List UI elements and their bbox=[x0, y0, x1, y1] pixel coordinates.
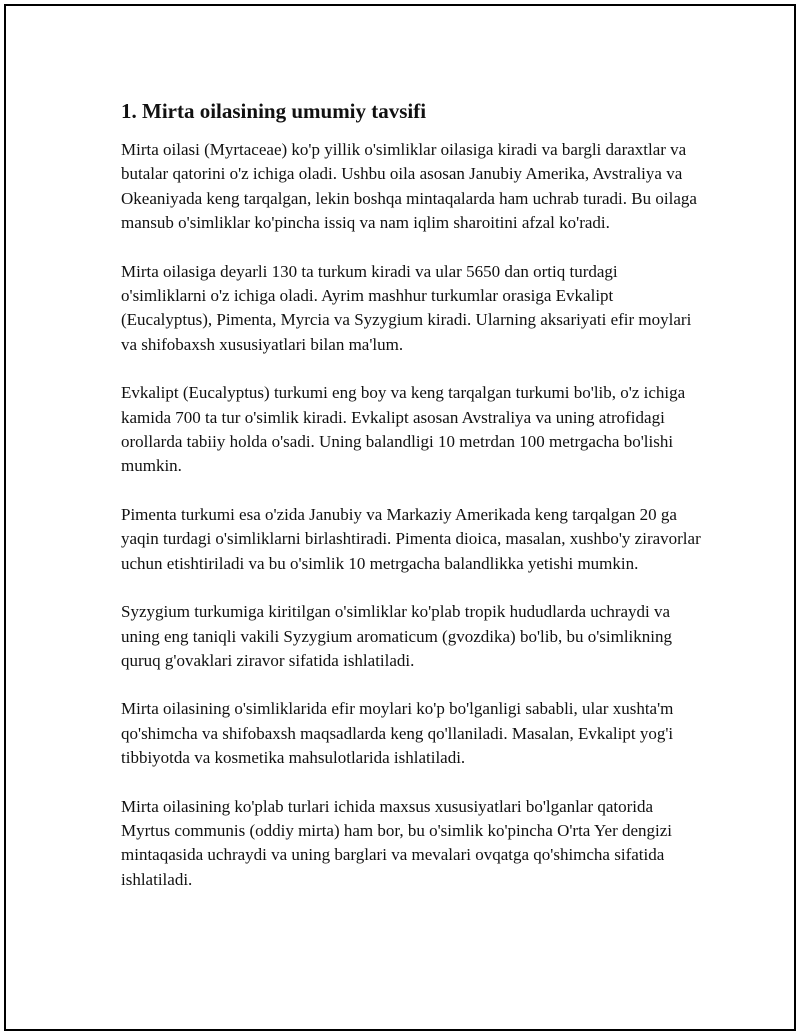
paragraph-pimenta: Pimenta turkumi esa o'zida Janubiy va Markaziy Amerikada keng tarqalgan 20 ga yaqin turdagi o'simliklarni birlashtiradi. Pimenta dioica, masalan, xushbo'y ziravorlar uchun etishtiriladi va bu o'simlik 10 metrgacha balandlikka yetishi mumkin. bbox=[121, 504, 701, 573]
paragraph-genera: Mirta oilasiga deyarli 130 ta turkum kiradi va ular 5650 dan ortiq turdagi o'simliklarni o'z ichiga oladi. Ayrim mashhur turkumlar orasiga Evkalipt (Eucalyptus), Pimenta, Myrcia va Syzygium kiradi. Ularning aksariyati efir moylari va shifobaxsh xususiyatlari bilan ma'lum. bbox=[121, 261, 692, 354]
page-frame bbox=[4, 4, 796, 1031]
document-body bbox=[121, 94, 701, 916]
paragraph-overview: Mirta oilasi (Myrtaceae) ko'p yillik o'simliklar oilasiga kiradi va bargli daraxtlar va butalar qatorini o'z ichiga oladi. Ushbu oila asosan Janubiy Amerika, Avstraliya va Okeaniyada keng tarqalgan, lekin boshqa mintaqalarda ham uchrab turadi. Bu oilaga mansub o'simliklar ko'pincha issiq va nam iqlim sharoitini afzal ko'radi. bbox=[121, 140, 697, 233]
paragraph-essential-oils: Mirta oilasining o'simliklarida efir moylari ko'p bo'lganligi sababli, ular xushta'm qo'shimcha va shifobaxsh maqsadlarda keng qo'llaniladi. Masalan, Evkalipt yog'i tibbiyotda va kosmetika mahsulotlarida ishlatiladi. bbox=[121, 699, 674, 768]
paragraph-myrtus: Mirta oilasining ko'plab turlari ichida maxsus xususiyatlari bo'lganlar qatorida Myrtus communis (oddiy mirta) ham bor, bu o'simlik ko'pincha O'rta Yer dengizi mintaqasida uchraydi va uning barglari va mevalari ovqatga qo'shimcha sifatida ishlatiladi. bbox=[121, 796, 673, 889]
section-title: 1. Mirta oilasining umumiy tavsifi bbox=[121, 99, 427, 123]
paragraph-eucalyptus: Evkalipt (Eucalyptus) turkumi eng boy va keng tarqalgan turkumi bo'lib, o'z ichiga kamida 700 ta tur o'simlik kiradi. Evkalipt asosan Avstraliya va uning atrofidagi orollarda tabiiy holda o'sadi. Uning balandligi 10 metrdan 100 metrgacha bo'lishi mumkin. bbox=[121, 383, 686, 476]
paragraph-syzygium: Syzygium turkumiga kiritilgan o'simliklar ko'plab tropik hududlarda uchraydi va uning eng taniqli vakili Syzygium aromaticum (gvozdika) bo'lib, bu o'simlikning quruq g'ovaklari ziravor sifatida ishlatiladi. bbox=[121, 602, 672, 670]
